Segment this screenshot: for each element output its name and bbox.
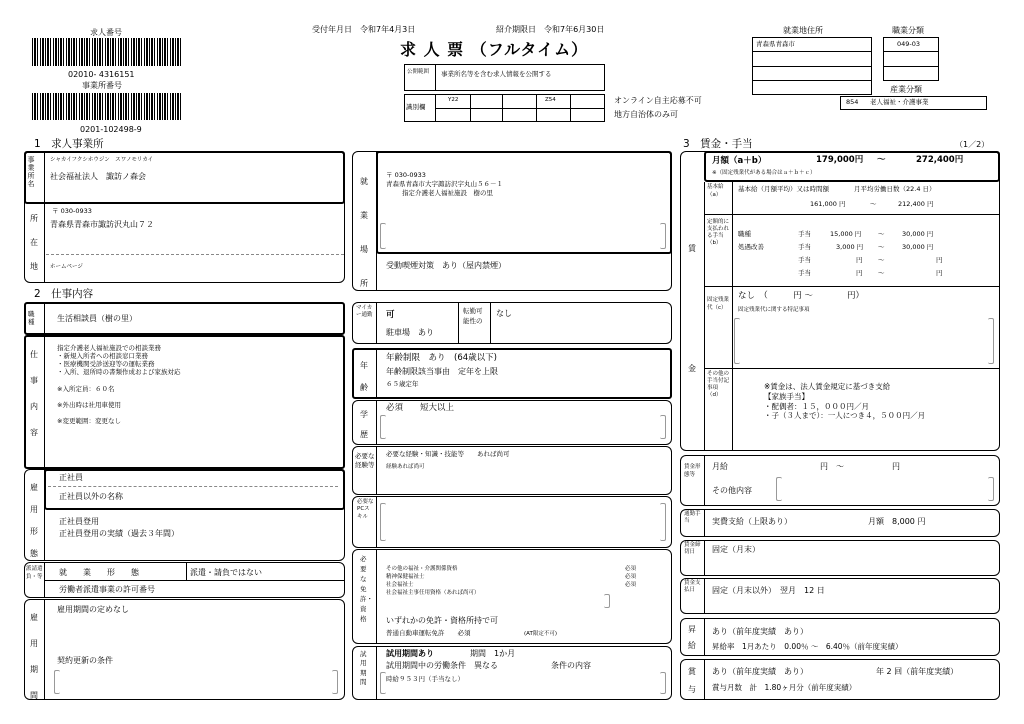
period-label: 雇用期間 — [30, 613, 38, 700]
other-allowance-label: その他の手当付記事項（d） — [707, 371, 730, 398]
dispatch-value: 派遣・請負ではない — [190, 568, 262, 577]
exp-value: 必要な経験・知識・技能等 あれば尚可 — [386, 450, 510, 458]
license-item: 精神保健福祉士 必須 — [386, 573, 636, 580]
allowance-row: 手当 円 〜 円 — [798, 269, 943, 277]
industry-code: 854 — [846, 98, 859, 106]
allowance-list — [738, 228, 978, 280]
other-line: ※賃金は、法人賃金規定に基づき支給 — [764, 382, 891, 391]
license-car: 普通自動車運転免許 必須 — [386, 629, 471, 637]
publish-label: 公開範囲 — [407, 69, 430, 75]
car-value: 可 — [386, 310, 395, 320]
job-content — [57, 344, 181, 425]
content-line: ※外出時は社用車使用 — [57, 400, 121, 409]
period-value: 雇用期間の定めなし — [57, 605, 129, 614]
bonus-months: 賞与月数 計 1.80ヶ月分（前年度実績） — [712, 683, 857, 692]
exp-label: 必要な経験等 — [355, 452, 375, 470]
car-label: マイカー通勤 — [356, 305, 373, 319]
content-line: ・入所、退所時の書類作成および家族対応 — [57, 368, 181, 377]
parking: 駐車場 あり — [386, 328, 434, 337]
address-label-3: 地 — [30, 262, 38, 271]
exp-detail: 経験あれば尚可 — [386, 464, 425, 470]
address-label-2: 在 — [30, 238, 38, 247]
trial-cond: 試用期間中の労働条件 異なる — [386, 661, 498, 670]
id-code-1: Y22 — [448, 97, 459, 103]
monthly-min: 179,000円 — [816, 155, 864, 165]
raise-rate: 昇給率 1月あたり 0.00％ 〜 6.40％（前年度実績） — [712, 642, 903, 651]
trial-detail: 時給９５３円（手当なし） — [386, 675, 464, 683]
content-line: 指定介護老人福祉施設での相談業務 — [57, 344, 161, 352]
closing-label: 賃金締切日 — [684, 542, 701, 556]
bonus-box — [680, 659, 1000, 700]
raise-label: 昇給 — [688, 625, 696, 650]
allowance-row: 職種 手当 15,000 円 〜 30,000 円 — [738, 230, 934, 238]
license-at: (AT限定不可) — [524, 631, 557, 637]
office-kana: シャカイフクシホウジン スワノモリカイ — [50, 157, 154, 163]
section3-heading: 3 賃金・手当 — [683, 138, 753, 150]
deadline: 紹介期限日 令和7年6月30日 — [496, 25, 605, 34]
work-place-address-box — [376, 151, 672, 254]
fixed-allowance-label: 定額的に支払われる手当（b） — [707, 219, 730, 247]
allowance-row: 処遇改善 手当 3,000 円 〜 30,000 円 — [738, 243, 934, 251]
bonus-label: 賞与 — [688, 667, 696, 694]
base-max: 212,400 円 — [898, 200, 934, 208]
monthly-label: 月額（a＋b） — [712, 156, 767, 166]
commute-max: 月額 8,000 円 — [868, 517, 926, 526]
employ-other: 正社員以外の名称 — [59, 492, 123, 501]
transfer-value: なし — [496, 309, 512, 318]
base-text: 基本給（月額平均）又は時間額 — [738, 185, 829, 193]
office-postal: 〒 030-0933 — [52, 207, 92, 215]
office-number-barcode — [32, 93, 182, 120]
monthly-tilde: 〜 — [877, 155, 886, 165]
license-label: 必要な免許・資格 — [360, 555, 373, 624]
regular-hire-record: 正社員登用の実績（過去３年間） — [59, 529, 179, 538]
work-location-label: 就業地住所 — [783, 26, 823, 35]
bonus-times: 年 2 回（前年度実績） — [876, 667, 959, 676]
page-number: （1／2） — [955, 140, 990, 149]
payday-value: 固定（月末以外） 翌月 12 日 — [712, 586, 825, 595]
office-number: 0201-102498-9 — [80, 125, 142, 134]
other-line: ・子（３人まで）：一人につき４，５００円／月 — [764, 411, 926, 421]
publish-text: 事業所名等を含む求人情報を公開する — [441, 70, 552, 78]
renewal-label: 契約更新の条件 — [57, 656, 113, 665]
page-title: 求 人 票 （フルタイム） — [400, 40, 589, 59]
content-line: ・医療機関受診送迎等の運転業務 — [57, 360, 155, 369]
wage-label-chin: 賃 — [688, 244, 696, 253]
license-any: いずれかの免許・資格所持で可 — [386, 616, 498, 625]
car-box — [352, 302, 672, 344]
edu-label: 学歴 — [360, 410, 368, 439]
raise-value: あり（前年度実績 あり） — [712, 627, 808, 636]
pc-label: 必要なPCスキル — [357, 499, 374, 520]
wp-postal: 〒 030-0933 — [386, 171, 426, 179]
wage-label-kin: 金 — [688, 364, 696, 373]
wage-form: 月給 — [712, 462, 728, 471]
work-place-label: 就業場所 — [360, 177, 368, 288]
monthly-max: 272,400円 — [916, 155, 964, 165]
content-line — [57, 409, 181, 417]
trial-label: 試用期間 — [360, 650, 367, 687]
base-min: 161,000 円 — [810, 200, 846, 208]
license-item: 社会福祉士 必須 — [386, 581, 636, 588]
trial-cond2: 条件の内容 — [551, 661, 591, 670]
id-label: 識別欄 — [406, 103, 426, 111]
commute-value: 実費支給（上限あり） — [712, 517, 792, 526]
online-note: オンライン自主応募不可 — [614, 96, 702, 105]
wp-facility: 指定介護老人福祉施設 樹の里 — [402, 189, 493, 197]
base-label: 基本給（a） — [707, 184, 724, 198]
office-name: 社会福祉法人 諏訪ノ森会 — [50, 172, 146, 181]
license-item: その他の福祉・介護関係資格 必須 — [386, 566, 636, 572]
bonus-value: あり（前年度実績 あり） — [712, 667, 808, 676]
edu-value: 必須 短大以上 — [386, 403, 455, 413]
content-line: ※変更範囲：変更なし — [57, 416, 121, 425]
content-line: ・新規入所者への相談窓口業務 — [57, 352, 148, 361]
dispatch-label: 派請遣負・等 — [26, 566, 43, 580]
section1-heading: 1 求人事業所 — [34, 138, 104, 150]
homepage-label: ホームページ — [50, 264, 83, 270]
work-location: 青森県青森市 — [756, 40, 795, 48]
license-list — [386, 566, 636, 598]
monthly-note: ※（固定残業代がある場合はａ＋ｂ＋ｃ） — [712, 170, 816, 176]
other-line: 【家族手当】 — [764, 391, 809, 401]
industry-label: 産業分類 — [890, 85, 922, 94]
id-code-2: Z54 — [545, 97, 556, 103]
dispatch-permit: 労働者派遣事業の許可番号 — [59, 585, 155, 594]
content-label: 仕事内容 — [30, 350, 38, 437]
overtime-value: なし （ 円 〜 円） — [738, 291, 864, 301]
work-days: 月平均労働日数（22.4 日） — [854, 185, 936, 193]
received-date: 受付年月日 令和7年4月3日 — [312, 25, 416, 34]
job-title-label: 職種 — [28, 310, 35, 327]
content-line — [57, 377, 181, 385]
section2-heading: 2 仕事内容 — [34, 288, 94, 300]
commute-label: 通勤手当 — [684, 511, 701, 525]
address-label-1: 所 — [30, 214, 38, 223]
wp-address: 青森県青森市大字諏訪沢字丸山５６－１ — [386, 180, 503, 188]
job-class-label: 職業分類 — [892, 26, 924, 35]
license-item: 社会福祉主事任用資格（あれば尚可） — [386, 589, 480, 596]
employ-type-box — [44, 469, 345, 510]
allowance-row: 手当 円 〜 円 — [798, 256, 943, 264]
job-title: 生活相談員（樹の里） — [57, 314, 137, 323]
overtime-label: 固定残業代（c） — [707, 297, 730, 312]
job-number-barcode — [32, 38, 182, 66]
wage-form-other: その他内容 — [712, 486, 752, 495]
content-line — [57, 393, 181, 401]
pc-skill-box — [352, 496, 672, 548]
age-limit: 年齢制限 あり (64歳以下) — [386, 353, 497, 363]
office-name-label: 事業所名 — [27, 156, 35, 188]
employ-type: 正社員 — [59, 473, 83, 482]
other-lines — [764, 382, 925, 421]
age-reason: 年齢制限該当事由 定年を上限 — [386, 367, 498, 376]
local-note: 地方自治体のみ可 — [614, 110, 678, 119]
overtime-note: 固定残業代に関する特記事項 — [738, 307, 810, 313]
wage-form-range: 円 〜 円 — [820, 462, 900, 471]
payday-box — [680, 578, 1000, 614]
transfer-label: 転勤可能性の — [463, 307, 483, 325]
smoking: 受動喫煙対策 あり（屋内禁煙） — [386, 261, 506, 270]
wage-form-label: 賃金形態等 — [684, 464, 701, 478]
trial-period: 期間 1か月 — [470, 649, 516, 658]
age-label: 年齢 — [360, 361, 368, 392]
base-tilde: 〜 — [870, 200, 877, 208]
closing-value: 固定（月末） — [712, 545, 760, 554]
age-retire: ６５歳定年 — [386, 380, 419, 388]
regular-hire: 正社員登用 — [59, 517, 99, 526]
employ-label: 雇用形態 — [30, 483, 38, 558]
office-address: 青森県青森市諏訪沢丸山７２ — [50, 220, 154, 229]
trial-value: 試用期間あり — [386, 649, 434, 658]
industry-name: 老人福祉・介護事業 — [870, 98, 929, 106]
job-number: 02010- 4316151 — [68, 70, 135, 79]
other-line: ・配偶者：１５，０００円／月 — [764, 401, 869, 411]
dispatch-form: 就 業 形 態 — [59, 568, 139, 577]
payday-label: 賃金支払日 — [684, 580, 701, 594]
content-line: ※入所定員：６０名 — [57, 384, 115, 393]
office-number-label: 事業所番号 — [82, 81, 122, 90]
job-number-label: 求人番号 — [90, 28, 122, 37]
job-class: 049-03 — [897, 40, 921, 48]
